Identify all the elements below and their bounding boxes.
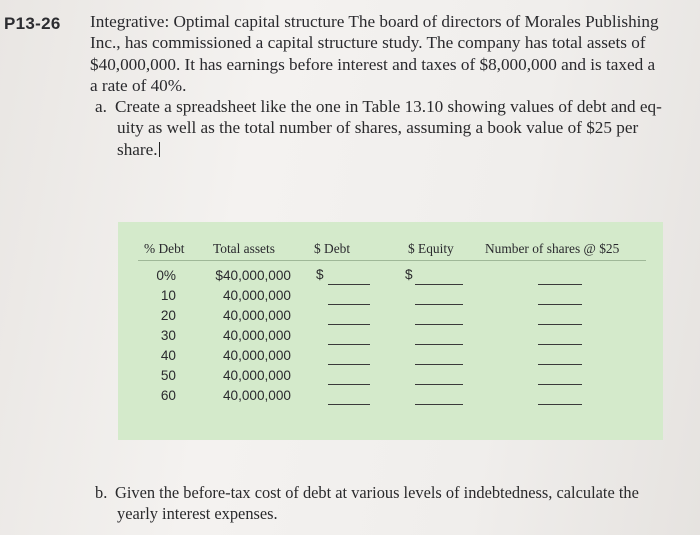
header-divider: [138, 260, 646, 261]
shares-blank: [538, 404, 582, 405]
part-b: [95, 483, 695, 524]
shares-blank: [538, 344, 582, 345]
total-assets-cell: 40,000,000: [222, 308, 291, 323]
problem-number: P13-26: [4, 14, 61, 33]
part-a-line: uity as well as the total number of shares, assuming a book value of $25 per: [117, 118, 639, 138]
part-a-label: a.: [95, 97, 107, 116]
equity-blank: [415, 324, 463, 325]
equity-blank: [415, 344, 463, 345]
debt-dollar-sign: $: [316, 267, 324, 282]
part-b-text: Given the before-tax cost of debt at various levels of indebtedness, calculate the: [115, 483, 639, 502]
header-debt-dollars: $ Debt: [314, 241, 351, 256]
total-assets-cell: 40,000,000: [222, 368, 291, 383]
table-row: [118, 348, 663, 368]
text-cursor: [159, 142, 160, 157]
part-b-line: yearly interest expenses.: [117, 503, 278, 523]
total-assets-cell: 40,000,000: [222, 328, 291, 343]
problem-statement: [90, 11, 698, 96]
shares-blank: [538, 304, 582, 305]
header-total-assets: Total assets: [213, 241, 275, 256]
equity-dollar-sign: $: [405, 267, 413, 282]
part-b-label: b.: [95, 483, 108, 502]
part-a: [95, 96, 695, 160]
part-a-line: [95, 96, 695, 117]
table-row: [118, 308, 663, 328]
problem-line: Integrative: Optimal capital structure The board of directors of Morales Publishing: [90, 12, 659, 31]
debt-blank: [328, 344, 370, 345]
part-a-line: [95, 139, 695, 160]
header-debt-percent: % Debt: [144, 241, 185, 256]
debt-percent-cell: 10: [160, 288, 176, 303]
part-a-text: share.: [117, 139, 158, 159]
total-assets-cell: $40,000,000: [215, 268, 291, 283]
debt-percent-cell: 0%: [156, 268, 176, 283]
total-assets-cell: 40,000,000: [222, 348, 291, 363]
table-row: [118, 388, 663, 408]
table-row: [118, 268, 663, 288]
table-row: [118, 288, 663, 308]
problem-line: a rate of 40%.: [90, 75, 187, 95]
debt-blank: [328, 384, 370, 385]
spreadsheet-table: [118, 222, 663, 440]
table-row: [118, 328, 663, 348]
part-b-line: [95, 483, 695, 504]
debt-percent-cell: 20: [160, 308, 176, 323]
equity-blank: [415, 384, 463, 385]
shares-blank: [538, 324, 582, 325]
shares-blank: [538, 364, 582, 365]
shares-blank: [538, 384, 582, 385]
debt-percent-cell: 60: [160, 388, 176, 403]
table-row: [118, 368, 663, 388]
header-number-of-shares: Number of shares @ $25: [485, 241, 620, 256]
equity-blank: [415, 284, 463, 285]
debt-percent-cell: 30: [160, 328, 176, 343]
equity-blank: [415, 364, 463, 365]
equity-blank: [415, 304, 463, 305]
debt-blank: [328, 404, 370, 405]
debt-blank: [328, 304, 370, 305]
part-a-text: Create a spreadsheet like the one in Table 13.10 showing values of debt and eq-: [115, 97, 662, 116]
shares-blank: [538, 284, 582, 285]
total-assets-cell: 40,000,000: [222, 388, 291, 403]
problem-line: Inc., has commissioned a capital structure study. The company has total assets of: [90, 33, 646, 53]
debt-percent-cell: 50: [160, 368, 176, 383]
debt-blank: [328, 284, 370, 285]
problem-line: $40,000,000. It has earnings before interest and taxes of $8,000,000 and is taxed a: [90, 54, 656, 74]
debt-blank: [328, 364, 370, 365]
equity-blank: [415, 404, 463, 405]
debt-blank: [328, 324, 370, 325]
total-assets-cell: 40,000,000: [222, 288, 291, 303]
debt-percent-cell: 40: [160, 348, 176, 363]
header-equity-dollars: $ Equity: [408, 241, 454, 256]
